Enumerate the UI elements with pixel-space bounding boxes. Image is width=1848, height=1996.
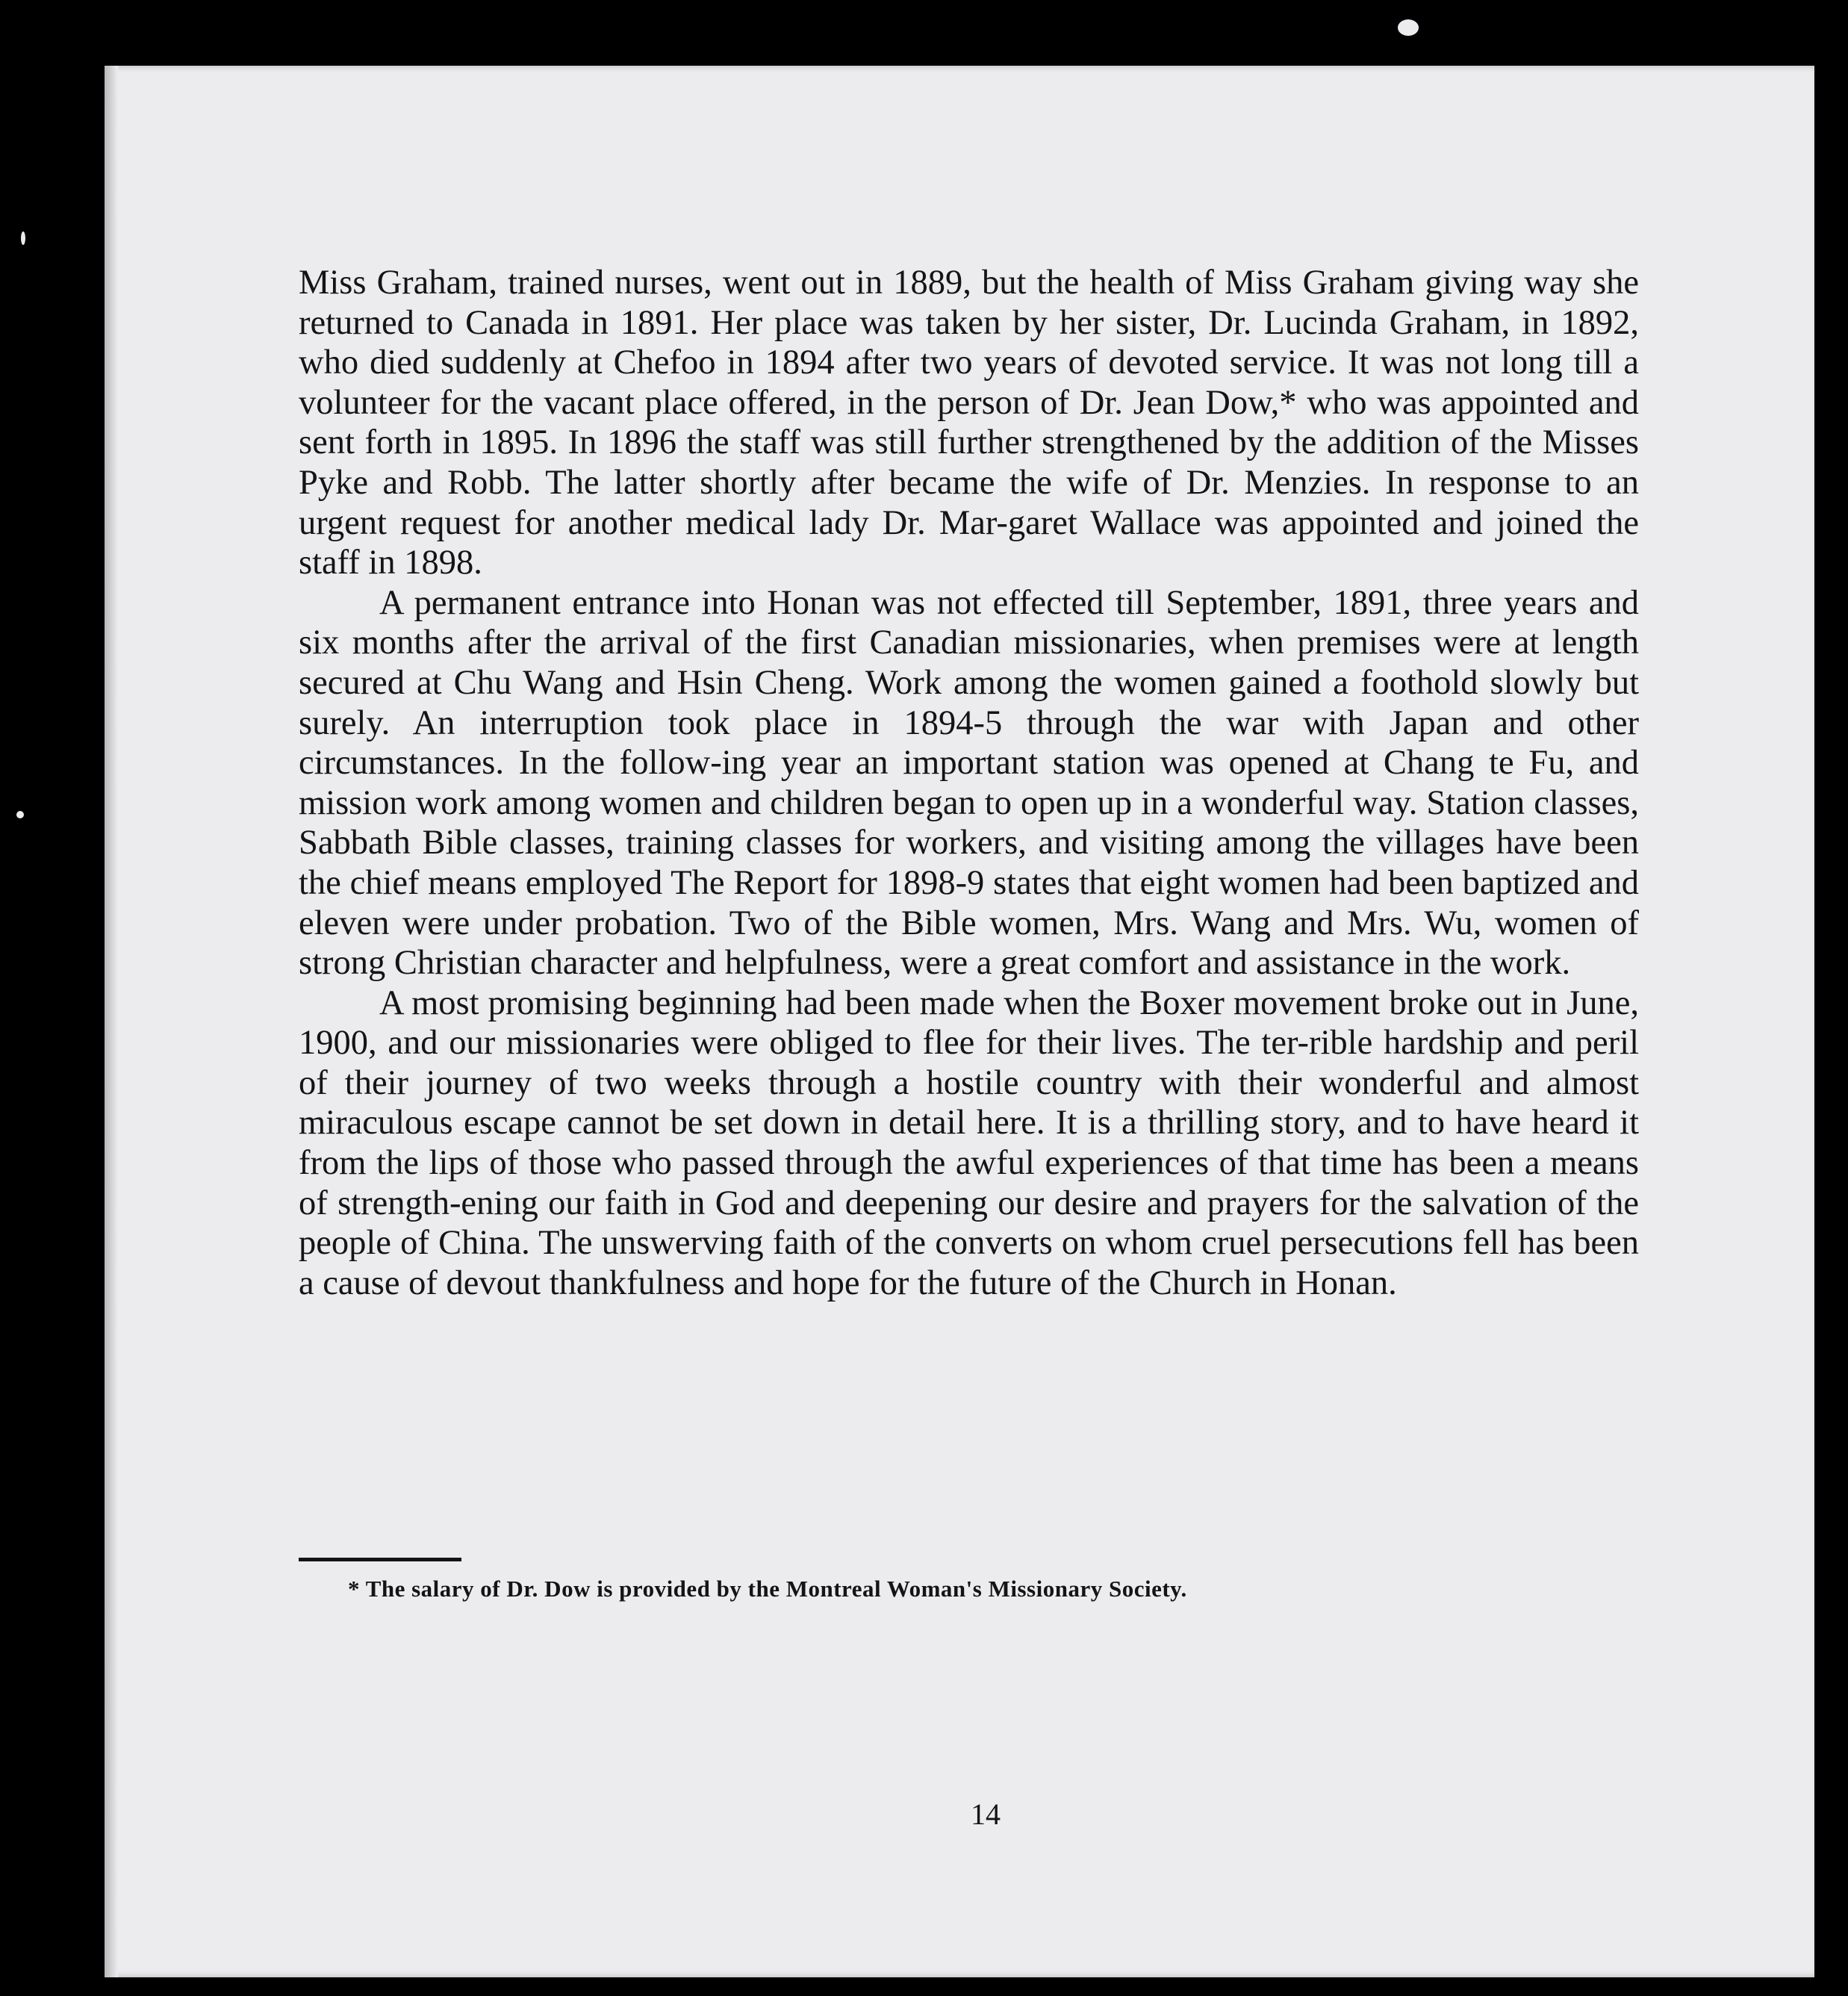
paragraph-1: Miss Graham, trained nurses, went out in 1889, but the health of Miss Graham giving way she returned to Canada in 1891. Her place was taken by her sister, Dr. Lucinda Graham, in 1892, who died suddenly at Chefoo in 1894 after two years of devoted service. It was not long till a volunteer for the vacant place offered, in the person of Dr. Jean Dow,* who was appointed and sent forth in 1895. In 1896 the staff was still further strengthened by the addition of the Misses Pyke and Robb. The latter shortly after became the wife of Dr. Menzies. In response to an urgent request for another medical lady Dr. Mar-garet Wallace was appointed and joined the staff in 1898. (299, 264, 1639, 582)
scan-speck (16, 811, 24, 818)
scan-speck (1398, 19, 1419, 36)
body-text (299, 263, 1639, 1303)
paragraph-2: A permanent entrance into Honan was not effected till September, 1891, three years and six months after the arrival of the first Canadian missionaries, when premises were at length secured at Chu Wang and Hsin Cheng. Work among the women gained a foothold slowly but surely. An interruption took place in 1894-5 through the war with Japan and other circumstances. In the follow-ing year an important station was opened at Chang te Fu, and mission work among women and children began to open up in a wonderful way. Station classes, Sabbath Bible classes, training classes for workers, and visiting among the villages have been the chief means employed The Report for 1898-9 states that eight women had been baptized and eleven were under probation. Two of the Bible women, Mrs. Wang and Mrs. Wu, women of strong Christian character and helpfulness, were a great comfort and assistance in the work. (299, 583, 1639, 983)
page-binding-edge (105, 66, 118, 1977)
footnote-divider (299, 1558, 461, 1561)
footnote: * The salary of Dr. Dow is provided by the Montreal Woman's Missionary Society. (348, 1576, 1187, 1602)
page-number: 14 (971, 1797, 1001, 1831)
scan-speck (21, 231, 25, 245)
paragraph-3: A most promising beginning had been made when the Boxer movement broke out in June, 1900, and our missionaries were obliged to flee for their lives. The ter-rible hardship and peril of their journey of two weeks through a hostile country with their wonderful and almost miraculous escape cannot be set down in detail here. It is a thrilling story, and to have heard it from the lips of those who passed through the awful experiences of that time has been a means of strength-ening our faith in God and deepening our desire and prayers for the salvation of the people of China. The unswerving faith of the converts on whom cruel persecutions fell has been a cause of devout thankfulness and hope for the future of the Church in Honan. (299, 983, 1639, 1302)
